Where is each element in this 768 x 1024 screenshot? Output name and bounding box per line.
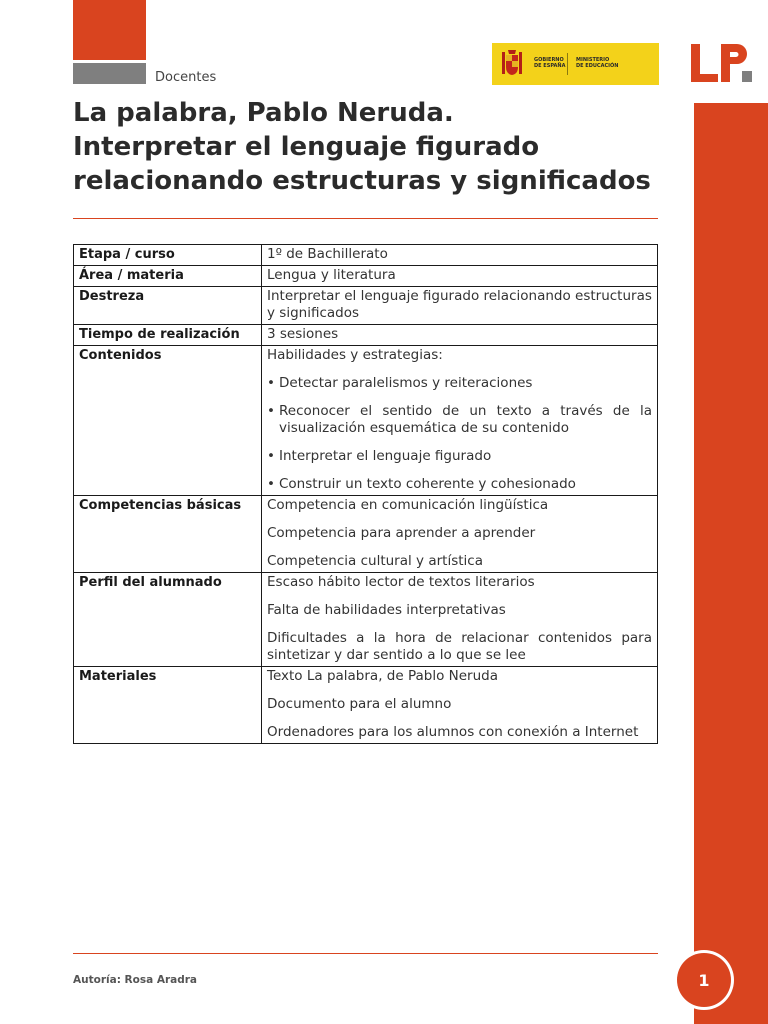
title-line: Interpretar el lenguaje figurado <box>73 132 540 162</box>
footer-divider <box>73 953 658 954</box>
list-item: • Reconocer el sentido de un texto a través de la visualización esquemática de su contenido <box>267 403 652 436</box>
header-gray-block <box>73 63 146 84</box>
contenidos-intro: Habilidades y estrategias: <box>267 347 443 363</box>
header-orange-block <box>73 0 146 60</box>
right-accent-bar <box>694 103 768 1024</box>
page-title <box>73 96 673 198</box>
footer-author: Autoría: Rosa Aradra <box>73 974 198 986</box>
ministerio-text: MINISTERIO DE EDUCACIÓN <box>576 57 619 69</box>
section-label: Docentes <box>155 70 217 85</box>
row-value: 3 sesiones <box>262 325 658 346</box>
table-row <box>74 496 658 573</box>
row-value <box>262 346 658 496</box>
row-label: Competencias básicas <box>74 496 262 573</box>
row-label: Tiempo de realización <box>74 325 262 346</box>
table-row <box>74 346 658 496</box>
list-item: • Construir un texto coherente y cohesionado <box>267 476 576 492</box>
title-line: relacionando estructuras y significados <box>73 166 651 196</box>
table-row <box>74 287 658 325</box>
row-value: Lengua y literatura <box>262 266 658 287</box>
table-row <box>74 667 658 744</box>
gobierno-text: GOBIERNO DE ESPAÑA <box>534 57 566 69</box>
page-number: 1 <box>677 953 731 1007</box>
title-line: La palabra, Pablo Neruda. <box>73 98 454 128</box>
row-value: Texto La palabra, de Pablo Neruda Documento para el alumno Ordenadores para los alumnos con conexión a Internet <box>262 667 658 744</box>
row-value: Escaso hábito lector de textos literarios Falta de habilidades interpretativas Dificultades a la hora de relacionar contenidos para sintetizar y dar sentido a lo que se lee <box>262 573 658 667</box>
row-label: Contenidos <box>74 346 262 496</box>
row-label: Perfil del alumnado <box>74 573 262 667</box>
row-label: Destreza <box>74 287 262 325</box>
title-divider <box>73 218 658 219</box>
row-value: Interpretar el lenguaje figurado relacionando estructuras y significados <box>262 287 658 325</box>
row-label: Etapa / curso <box>74 245 262 266</box>
table-row <box>74 573 658 667</box>
row-value: Competencia en comunicación lingüística Competencia para aprender a aprender Competencia cultural y artística <box>262 496 658 573</box>
list-item: • Interpretar el lenguaje figurado <box>267 448 492 464</box>
list-item: • Detectar paralelismos y reiteraciones <box>267 375 533 391</box>
table-row <box>74 325 658 346</box>
row-value: 1º de Bachillerato <box>262 245 658 266</box>
lp-brand-logo <box>688 40 756 86</box>
row-label: Área / materia <box>74 266 262 287</box>
info-table <box>73 244 658 744</box>
table-row <box>74 266 658 287</box>
logo-separator <box>567 53 568 75</box>
coat-of-arms-icon <box>500 49 524 79</box>
gobierno-logo <box>492 43 659 85</box>
row-label: Materiales <box>74 667 262 744</box>
table-row <box>74 245 658 266</box>
